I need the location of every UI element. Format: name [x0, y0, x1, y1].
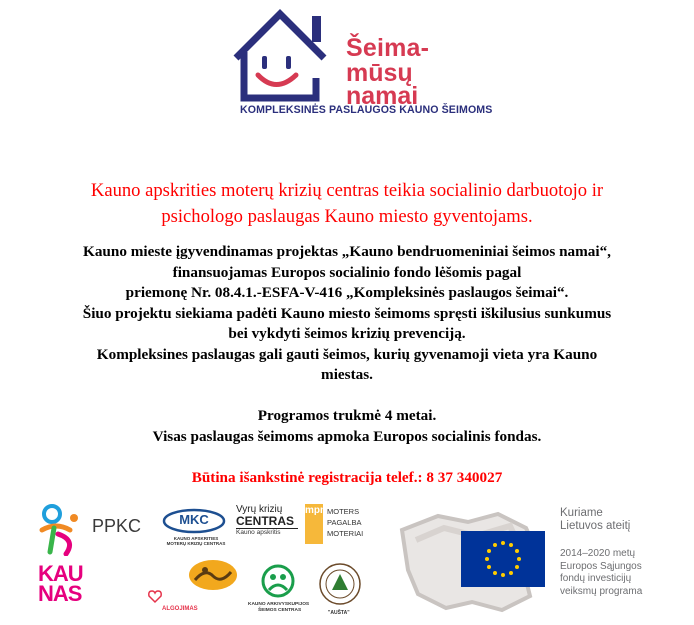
description-line: Kompleksines paslaugas gali gauti šeimos, kurių gyvenamoji vieta yra Kauno [96, 345, 598, 363]
austa-text: "AUŠTA" [328, 610, 350, 616]
mpm-block: mpm [305, 504, 323, 544]
kuriame-line1: Kuriame [560, 507, 603, 519]
description-line: priemonę Nr. 08.4.1.-ESFA-V-416 „Kompleksinės paslaugos šeimai“. [125, 284, 569, 301]
program-duration: Programos trukmė 4 metai. [257, 407, 437, 424]
mpm-line1: MOTERS [327, 507, 360, 516]
period-line2: Europos Sąjungos [560, 560, 642, 572]
period-line3: fondų investicijų [560, 573, 632, 584]
eu-flag [461, 531, 545, 587]
ppkc-figure-icon [36, 500, 88, 556]
logo-title-line3: namai [346, 82, 419, 110]
austa-logo [318, 562, 364, 620]
headline [20, 178, 674, 230]
eu-investment-text [560, 507, 684, 615]
logo-title [346, 36, 429, 109]
logo-tagline: KOMPLEKSINĖS PASLAUGOS KAUNO ŠEIMOMS [240, 104, 493, 116]
mkc-abbr: MKC [179, 512, 209, 527]
austa-seal-icon [318, 562, 362, 606]
mpm-text [327, 506, 363, 539]
kaunas-text: KAUNAS [38, 561, 83, 606]
kauno-arkivyskupijos-seimos-centras-logo [248, 564, 310, 620]
kaunas-logo [38, 561, 102, 620]
logo-title-line1: Šeima- [346, 34, 430, 62]
patria-logo [187, 558, 239, 592]
description-line: bei vykdyti šeimos krizių prevenciją. [228, 325, 466, 342]
registration-notice: Būtina išankstinė registracija telef.: 8 37 340027 [191, 469, 503, 486]
patria-emblem-icon [187, 558, 239, 592]
eu-stars-icon [461, 531, 545, 587]
ppkc-logo [36, 500, 156, 556]
mkc-logo [162, 508, 230, 548]
project-description [20, 242, 674, 386]
mpm-line2: PAGALBA [327, 518, 362, 527]
vyru-line1: Vyrų krizių [236, 504, 283, 515]
vyru-krizes-centras-logo [236, 504, 298, 546]
description-line: finansuojamas Europos socialinio fondo lėšomis pagal [172, 263, 522, 281]
description-line: Šiuo projektu siekiama padėti Kauno miesto šeimoms spręsti iškilusius sunkumus [82, 304, 612, 322]
program-info [20, 406, 674, 447]
mpm-line3: MOTERIAI [327, 529, 364, 538]
mkc-subtitle: KAUNO APSKRITIES MOTERŲ KRIZIŲ CENTRAS [166, 536, 226, 546]
house-smile-icon [228, 8, 353, 103]
period-line4: veiksmų programa [560, 585, 643, 597]
headline-line2: psichologo paslaugas Kauno miesto gyventojams. [161, 206, 533, 227]
moters-pagalba-moteriai-logo [305, 504, 375, 548]
logo-title-line2: mūsų [346, 59, 413, 87]
archdiocese-line1: KAUNO ARKIVYSKUPIJOS [248, 602, 310, 607]
description-line: miestas. [321, 366, 373, 383]
vyru-subtitle: Kauno apskritis [236, 529, 281, 536]
vyru-line2: CENTRAS [236, 515, 298, 529]
program-funding: Visas paslaugas šeimoms apmoka Europos socialinis fondas. [152, 427, 542, 445]
description-line: Kauno mieste įgyvendinamas projektas „Kauno bendruomeniniai šeimos namai“, [83, 243, 611, 260]
kuriame-line2: Lietuvos ateitį [560, 520, 631, 532]
headline-line1: Kauno apskrities moterų krizių centras teikia socialinio darbuotojo ir [90, 180, 604, 201]
heart-icon [148, 590, 162, 604]
ppkc-text: PPKC [92, 516, 142, 536]
archdiocese-line2: ŠEIMOS CENTRAS [258, 608, 302, 613]
period-line1: 2014–2020 metų [560, 548, 636, 559]
algojimas-text: ALGOJIMAS [162, 606, 198, 612]
seima-musu-namai-logo [228, 8, 493, 120]
family-circle-icon [261, 564, 295, 598]
